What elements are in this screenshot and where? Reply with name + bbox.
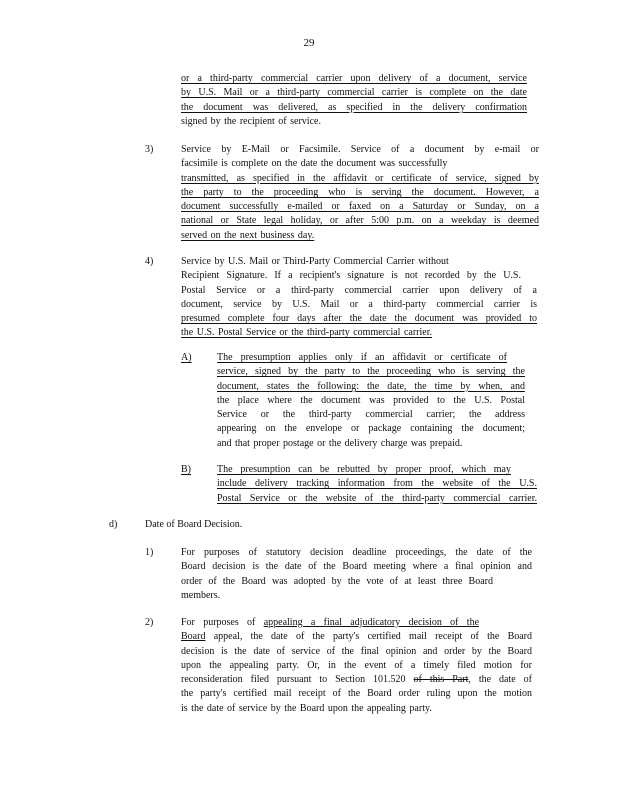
item-a-line: Service or the third-party commercial carrier; the address bbox=[217, 409, 525, 421]
item-3-line: document successfully e-mailed or faxed on a Saturday or Sunday, on a bbox=[181, 201, 539, 213]
item-3-line: served on the next business day. bbox=[181, 229, 315, 241]
item-d2-line bbox=[181, 630, 532, 644]
item-d1-line: Board decision is the date of the Board meeting where a final opinion and bbox=[181, 561, 532, 573]
item-3-line: facsimile is complete on the date the document was successfully bbox=[181, 158, 448, 170]
item-4-line: the U.S. Postal Service or the third-party commercial carrier. bbox=[181, 327, 432, 339]
item-3-line: national or State legal holiday, or after 5:00 p.m. on a weekday is deemed bbox=[181, 215, 539, 227]
item-3-paragraph bbox=[181, 143, 539, 243]
item-b-marker: B) bbox=[181, 464, 191, 475]
item-4-marker: 4) bbox=[145, 256, 154, 267]
item-3-line: Service by E-Mail or Facsimile. Service of a document by e-mail or bbox=[181, 144, 539, 155]
item-3-line: transmitted, as specified in the affidavit or certificate of service, signed by bbox=[181, 172, 539, 184]
item-d-marker: d) bbox=[109, 519, 118, 530]
item-a-line: the place where the document was provided to the U.S. Postal bbox=[217, 394, 525, 406]
item-d1-paragraph bbox=[181, 546, 532, 603]
item-d2-line: is the date of service by the Board upon the appealing party. bbox=[181, 702, 432, 714]
item-b-line: Postal Service or the website of the third-party commercial carrier. bbox=[217, 492, 537, 504]
item-4-line: Service by U.S. Mail or Third-Party Commercial Carrier without bbox=[181, 256, 449, 267]
item-a-marker: A) bbox=[181, 352, 192, 363]
item-b-line: include delivery tracking information from the website of the U.S. bbox=[217, 478, 537, 490]
item-d2-line: decision is the date of service of the final opinion and order by the Board bbox=[181, 645, 532, 657]
item-a-line: appearing on the envelope or package containing the document; bbox=[217, 423, 525, 435]
item-d1-line: order of the Board was adopted by the vote of at least three Board bbox=[181, 575, 493, 587]
item-d2-marker: 2) bbox=[145, 617, 154, 628]
intro-line: signed by the recipient of service. bbox=[181, 115, 321, 127]
intro-line: or a third-party commercial carrier upon delivery of a document, service bbox=[181, 73, 527, 84]
item-d2-inserted-text: Board bbox=[181, 631, 206, 643]
item-a-line: document, states the following: the date, the time by when, and bbox=[217, 380, 525, 392]
item-a-paragraph bbox=[217, 351, 525, 451]
item-3-line: the party to the proceeding who is serving the document. However, a bbox=[181, 186, 539, 198]
item-d2-text: reconsideration filed pursuant to Section 101.520 bbox=[181, 674, 406, 686]
item-d2-line: upon the appealing party. Or, in the event of a timely filed motion for bbox=[181, 659, 532, 671]
item-3-marker: 3) bbox=[145, 144, 154, 155]
item-d1-line: For purposes of statutory decision deadline proceedings, the date of the bbox=[181, 547, 532, 558]
item-4-line: Postal Service or a third-party commercial carrier upon delivery of a bbox=[181, 284, 537, 296]
page-number: 29 bbox=[303, 37, 315, 49]
item-d2-line bbox=[181, 673, 532, 687]
intro-line: the document was delivered, as specified in the delivery confirmation bbox=[181, 101, 527, 113]
item-d2-text: For purposes of bbox=[181, 617, 256, 628]
item-a-line: service, signed by the party to the proceeding who is serving the bbox=[217, 366, 525, 378]
item-d2-struck-text: of this Part bbox=[413, 674, 469, 686]
item-d2-text: appeal, the date of the party's certified mail receipt of the Board bbox=[213, 631, 533, 643]
item-d2-line bbox=[181, 616, 479, 630]
item-b-paragraph bbox=[217, 463, 537, 506]
item-d2-line: the party's certified mail receipt of the Board order ruling upon the motion bbox=[181, 688, 532, 700]
item-4-line: document, service by U.S. Mail or a third-party commercial carrier is bbox=[181, 298, 537, 310]
item-b-line: The presumption can be rebutted by proper proof, which may bbox=[217, 464, 511, 475]
item-d2-inserted-text: appealing a final adjudicatory decision of the bbox=[263, 617, 480, 628]
item-d1-line: members. bbox=[181, 589, 221, 601]
item-4-line: presumed complete four days after the date the document was provided to bbox=[181, 313, 537, 325]
item-a-line: The presumption applies only if an affidavit or certificate of bbox=[217, 352, 507, 363]
item-d-heading: Date of Board Decision. bbox=[145, 519, 243, 530]
intro-line: by U.S. Mail or a third-party commercial carrier is complete on the date bbox=[181, 87, 527, 99]
item-4-line: Recipient Signature. If a recipient's signature is not recorded by the U.S. bbox=[181, 270, 521, 282]
item-4-paragraph bbox=[181, 255, 537, 341]
item-d2-text: , the date of bbox=[468, 674, 533, 686]
item-d2-paragraph bbox=[181, 616, 532, 716]
intro-paragraph bbox=[181, 72, 527, 129]
item-a-line: and that proper postage or the delivery charge was prepaid. bbox=[217, 437, 463, 449]
item-d1-marker: 1) bbox=[145, 547, 154, 558]
